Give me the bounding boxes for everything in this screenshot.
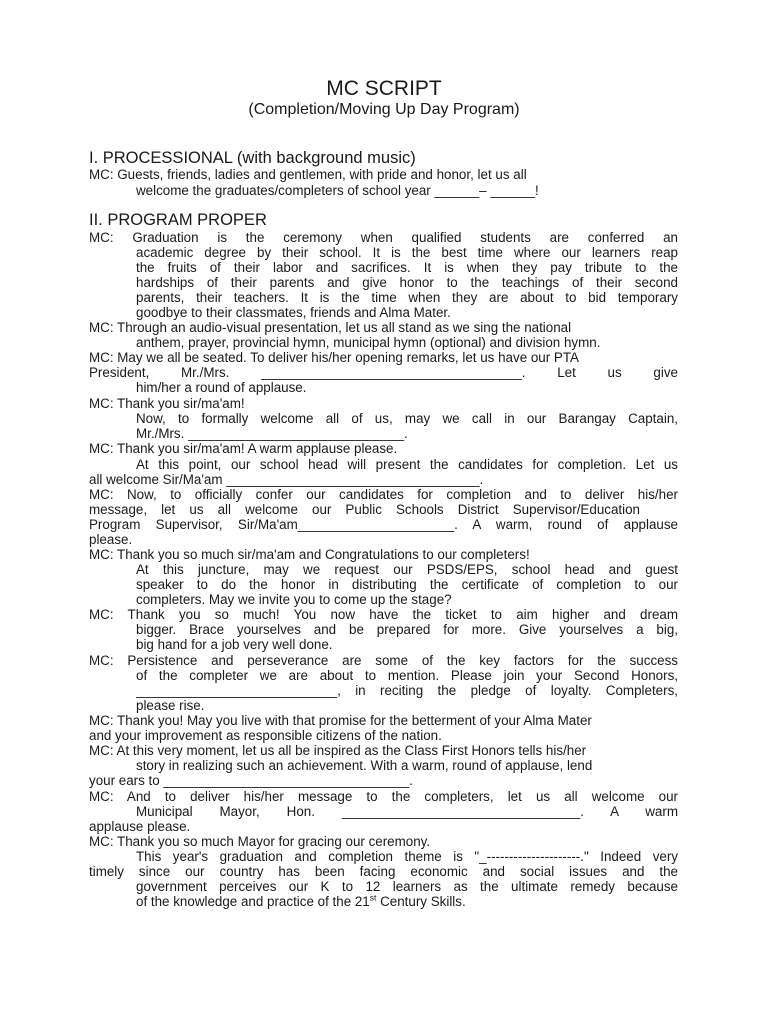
script-line: him/her a round of applause. (136, 380, 307, 395)
script-line: Now, to formally welcome all of us, may we call in our Barangay Captain, (136, 411, 678, 426)
script-line: MC: Through an audio-visual presentation, let us all stand as we sing the national (89, 320, 572, 335)
script-line: timely since our country has been facing economic and social issues and the (89, 864, 678, 879)
script-line: welcome the graduates/completers of school year ______– ______! (136, 183, 539, 198)
script-line: Municipal Mayor, Hon. ________________________________. A warm (136, 804, 678, 819)
script-line: At this point, our school head will present the candidates for completion. Let us (136, 457, 678, 472)
last-line-text-end: Century Skills. (376, 894, 466, 909)
section-heading-processional: I. PROCESSIONAL (with background music) (89, 149, 416, 167)
script-line: ___________________________, in reciting the pledge of loyalty. Completers, (136, 683, 678, 698)
script-line: MC: May we all be seated. To deliver his/her opening remarks, let us have our PTA (89, 350, 579, 365)
script-line: Program Supervisor, Sir/Ma'am_____________________. A warm, round of applause (89, 517, 678, 532)
script-line: goodbye to their classmates, friends and Alma Mater. (136, 305, 451, 320)
script-line: This year's graduation and completion theme is "_---------------------." Indeed very (136, 849, 678, 864)
script-line: anthem, prayer, provincial hymn, municipal hymn (optional) and division hymn. (136, 335, 601, 350)
script-line: MC: Thank you! May you live with that promise for the betterment of your Alma Mater (89, 713, 592, 728)
script-line: MC: Guests, friends, ladies and gentlemen, with pride and honor, let us all (89, 167, 527, 182)
script-line: At this juncture, may we request our PSDS/EPS, school head and guest (136, 562, 678, 577)
section-heading-program-proper: II. PROGRAM PROPER (89, 211, 267, 229)
script-line: MC: Thank you sir/ma'am! A warm applause please. (89, 441, 398, 456)
script-line: the fruits of their labor and sacrifices. It is when they pay tribute to the (136, 260, 678, 275)
script-line: President, Mr./Mrs. ___________________________________. Let us give (89, 365, 678, 380)
script-line: of the completer we are about to mention. Please join your Second Honors, (136, 668, 678, 683)
script-line: big hand for a job very well done. (136, 637, 333, 652)
script-line: MC: Now, to officially confer our candidates for completion and to deliver his/her (89, 487, 678, 502)
script-line: parents, their teachers. It is the time when they are about to bid temporary (136, 290, 678, 305)
script-line: please rise. (136, 698, 205, 713)
script-line: please. (89, 532, 133, 547)
script-line: MC: Thank you so much Mayor for gracing our ceremony. (89, 834, 431, 849)
script-line: completers. May we invite you to come up the stage? (136, 592, 452, 607)
script-line: MC: And to deliver his/her message to the completers, let us all welcome our (89, 789, 678, 804)
script-line: MC: At this very moment, let us all be inspired as the Class First Honors tells his/her (89, 743, 587, 758)
script-line: MC: Persistence and perseverance are some of the key factors for the success (89, 653, 678, 668)
script-line: all welcome Sir/Ma'am __________________________________. (89, 472, 484, 487)
script-line: speaker to do the honor in distributing the certificate of completion to our (136, 577, 678, 592)
script-line: government perceives our K to 12 learners as the ultimate remedy because (136, 879, 678, 894)
script-line: story in realizing such an achievement. With a warm, round of applause, lend (136, 758, 593, 773)
script-line: academic degree by their school. It is the best time where our learners reap (136, 245, 678, 260)
script-line: hardships of their parents and give honor to the teachings of their second (136, 275, 678, 290)
script-line: message, let us all welcome our Public Schools District Supervisor/Education (89, 502, 640, 517)
script-line: MC: Thank you so much sir/ma'am and Congratulations to our completers! (89, 547, 530, 562)
script-line: MC: Thank you sir/ma'am! (89, 396, 245, 411)
page-subtitle: (Completion/Moving Up Day Program) (248, 101, 520, 118)
script-line: MC: Thank you so much! You now have the ticket to aim higher and dream (89, 607, 678, 622)
script-line: Mr./Mrs. _____________________________. (136, 426, 408, 441)
script-line: and your improvement as responsible citizens of the nation. (89, 728, 442, 743)
ordinal-suffix: st (369, 894, 377, 903)
page-title: MC SCRIPT (326, 77, 442, 100)
script-line: bigger. Brace yourselves and be prepared for more. Give yourselves a big, (136, 622, 678, 637)
last-line-text: of the knowledge and practice of the 21 (136, 894, 370, 909)
script-line: your ears to _________________________________. (89, 773, 413, 788)
script-line: MC: Graduation is the ceremony when qualified students are conferred an (89, 230, 678, 245)
script-line: applause please. (89, 819, 191, 834)
script-line-last (136, 894, 466, 909)
